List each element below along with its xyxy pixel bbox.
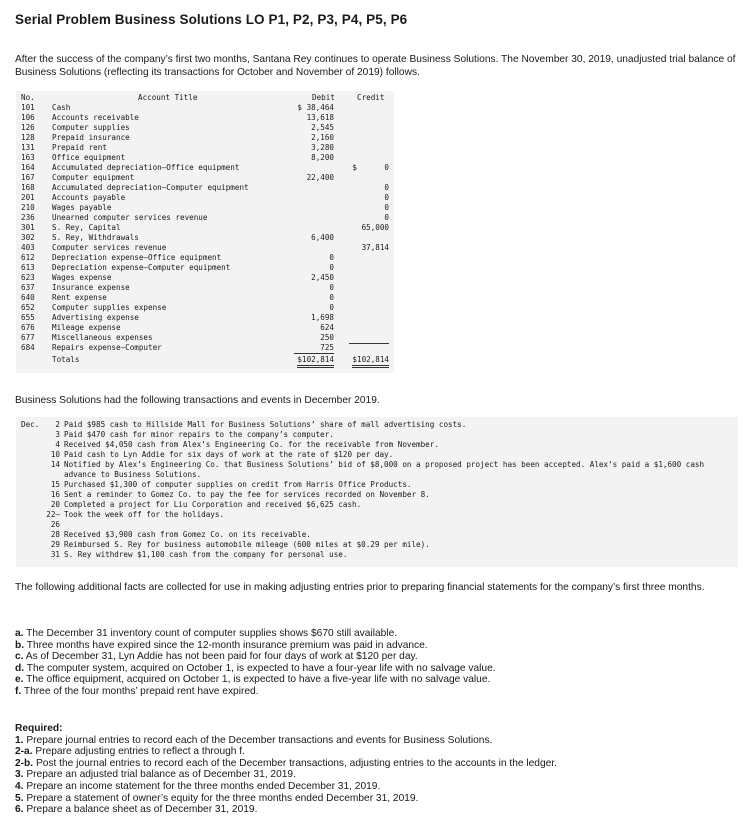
- trial-balance-table: [16, 91, 394, 373]
- totals-debit: $102,814: [297, 355, 334, 368]
- account-title: Accumulated depreciation—Computer equipment: [52, 183, 249, 192]
- account-title: Prepaid insurance: [52, 133, 130, 142]
- trial-balance-row: [16, 203, 394, 213]
- fact-item: [15, 663, 735, 675]
- account-title: Unearned computer services revenue: [52, 213, 208, 222]
- account-title: Accounts payable: [52, 193, 126, 202]
- account-number: 301: [21, 223, 35, 232]
- account-title: Miscellaneous expenses: [52, 333, 153, 342]
- debit-amount: $ 38,464: [297, 103, 334, 112]
- required-text: Prepare an income statement for the three months ended December 31, 2019.: [26, 780, 381, 792]
- transaction-text: Took the week off for the holidays.: [64, 510, 225, 519]
- trial-balance-row: [16, 153, 394, 163]
- credit-amount: 0: [384, 183, 389, 192]
- debit-amount: 0: [329, 253, 334, 262]
- debit-amount: 0: [329, 293, 334, 302]
- header-credit: Credit: [357, 93, 385, 102]
- credit-amount: 0: [384, 213, 389, 222]
- required-text: Prepare journal entries to record each of the December transactions and events for Business Solutions.: [26, 734, 493, 746]
- credit-amount: 37,814: [361, 243, 389, 252]
- trial-balance-row: [16, 143, 394, 153]
- page-title: Serial Problem Business Solutions LO P1, P2, P3, P4, P5, P6: [15, 12, 408, 27]
- totals-label: Totals: [52, 355, 80, 364]
- trial-balance-row: [16, 293, 394, 303]
- transaction-day: 3: [55, 430, 60, 439]
- transaction-item: [46, 540, 732, 550]
- account-number: 210: [21, 203, 35, 212]
- intro-paragraph: After the success of the company’s first two months, Santana Rey continues to operate Business Solutions. The November 30, 2019, unadjusted trial balance of Business Solutions (reflecting its transactions for October and November of 2019) follows.: [15, 54, 736, 78]
- account-title: Office equipment: [52, 153, 126, 162]
- required-number: 2-b.: [15, 757, 34, 769]
- required-text: Prepare a statement of owner’s equity for the three months ended December 31, 2019.: [26, 792, 419, 804]
- account-number: 623: [21, 273, 35, 282]
- fact-item: [15, 640, 735, 652]
- account-title: Cash: [52, 103, 71, 112]
- december-transactions: [16, 417, 738, 567]
- transaction-text: Notified by Alex’s Engineering Co. that Business Solutions’ bid of $8,000 on a proposed project has been accepted. Alex’s paid a $1,600 cash advance to Business Solutions.: [64, 460, 705, 479]
- fact-text: The computer system, acquired on October 1, is expected to have a four-year life with no salvage value.: [26, 662, 496, 674]
- credit-amount: $ 0: [352, 163, 389, 172]
- transaction-text: Sent a reminder to Gomez Co. to pay the fee for services recorded on November 8.: [64, 490, 430, 499]
- account-title: Wages expense: [52, 273, 112, 282]
- account-number: 637: [21, 283, 35, 292]
- required-number: 4.: [15, 780, 24, 792]
- account-title: S. Rey, Withdrawals: [52, 233, 139, 242]
- fact-text: As of December 31, Lyn Addie has not been paid for four days of work at $120 per day.: [25, 651, 418, 663]
- trial-balance-row: [16, 263, 394, 273]
- debit-amount: 8,200: [311, 153, 334, 162]
- account-title: Advertising expense: [52, 313, 139, 322]
- transaction-item: [46, 450, 732, 460]
- account-number: 101: [21, 103, 35, 112]
- account-number: 131: [21, 143, 35, 152]
- debit-amount: 2,160: [311, 133, 334, 142]
- trial-balance-row: [16, 193, 394, 203]
- credit-amount: [349, 343, 389, 344]
- account-title: Computer equipment: [52, 173, 135, 182]
- required-heading: Required:: [15, 723, 63, 734]
- trial-balance-row: [16, 223, 394, 233]
- trial-balance-row: [16, 283, 394, 293]
- transaction-day: 26: [50, 520, 60, 529]
- trial-balance-row: [16, 243, 394, 253]
- transaction-day: 14: [50, 460, 60, 469]
- account-number: 164: [21, 163, 35, 172]
- account-number: 106: [21, 113, 35, 122]
- trial-balance-row: [16, 103, 394, 113]
- trial-balance-row: [16, 183, 394, 193]
- fact-item: [15, 651, 735, 663]
- required-number: 2-a.: [15, 746, 33, 758]
- account-title: Wages payable: [52, 203, 112, 212]
- transaction-item: [46, 490, 732, 500]
- transaction-day: 4: [55, 440, 60, 449]
- account-number: 640: [21, 293, 35, 302]
- trial-balance-header: [16, 93, 394, 103]
- required-text: Prepare an adjusted trial balance as of December 31, 2019.: [26, 769, 296, 781]
- transaction-item: [46, 500, 732, 510]
- transaction-text: Paid $470 cash for minor repairs to the company’s computer.: [64, 430, 334, 439]
- required-section: [15, 723, 740, 816]
- trial-balance-totals: [16, 355, 394, 365]
- account-title: Rent expense: [52, 293, 107, 302]
- trial-balance-row: [16, 303, 394, 313]
- debit-amount: 0: [329, 303, 334, 312]
- header-no: No.: [21, 93, 35, 102]
- debit-amount: 250: [320, 333, 334, 342]
- account-number: 612: [21, 253, 35, 262]
- account-number: 684: [21, 343, 35, 352]
- debit-amount: 0: [329, 263, 334, 272]
- fact-letter: d.: [15, 662, 25, 674]
- trial-balance-row: [16, 233, 394, 243]
- account-title: Insurance expense: [52, 283, 130, 292]
- transaction-day: 29: [50, 540, 60, 549]
- account-number: 128: [21, 133, 35, 142]
- debit-amount: 1,698: [311, 313, 334, 322]
- transaction-day: 28: [50, 530, 60, 539]
- december-intro: Business Solutions had the following transactions and events in December 2019.: [15, 395, 380, 406]
- fact-item: [15, 674, 735, 686]
- fact-letter: e.: [15, 674, 24, 686]
- fact-letter: f.: [15, 685, 22, 697]
- header-account-title: Account Title: [138, 93, 198, 102]
- fact-letter: a.: [15, 628, 24, 639]
- debit-amount: 725: [294, 343, 334, 354]
- trial-balance-row: [16, 313, 394, 323]
- transaction-text: Paid cash to Lyn Addie for six days of work at the rate of $120 per day.: [64, 450, 394, 459]
- transaction-item: [46, 520, 732, 530]
- debit-amount: 6,400: [311, 233, 334, 242]
- fact-text: Three of the four months’ prepaid rent have expired.: [23, 685, 259, 697]
- trial-balance-row: [16, 273, 394, 283]
- transaction-day: 31: [50, 550, 60, 559]
- trial-balance-row: [16, 253, 394, 263]
- account-number: 677: [21, 333, 35, 342]
- debit-amount: 2,545: [311, 123, 334, 132]
- account-number: 613: [21, 263, 35, 272]
- trial-balance-row: [16, 213, 394, 223]
- debit-amount: 13,618: [306, 113, 334, 122]
- header-debit: Debit: [312, 93, 335, 102]
- account-title: Computer supplies expense: [52, 303, 167, 312]
- account-number: 655: [21, 313, 35, 322]
- account-title: Accumulated depreciation—Office equipment: [52, 163, 240, 172]
- account-number: 126: [21, 123, 35, 132]
- transaction-text: S. Rey withdrew $1,100 cash from the company for personal use.: [64, 550, 348, 559]
- trial-balance-row: [16, 123, 394, 133]
- required-item: [15, 735, 740, 747]
- fact-item: [15, 686, 735, 698]
- trial-balance-row: [16, 333, 394, 343]
- credit-amount: 65,000: [361, 223, 389, 232]
- facts-intro: The following additional facts are collected for use in making adjusting entries prior to preparing financial statements for the company’s first three months.: [15, 582, 705, 593]
- account-title: Depreciation expense—Office equipment: [52, 253, 222, 262]
- account-title: Repairs expense—Computer: [52, 343, 162, 352]
- account-title: Mileage expense: [52, 323, 121, 332]
- transaction-item: [46, 480, 732, 490]
- transaction-item: [46, 430, 732, 440]
- transaction-text: Received $3,900 cash from Gomez Co. on its receivable.: [64, 530, 311, 539]
- transaction-day: 22–: [46, 510, 60, 519]
- december-month-label: Dec.: [21, 420, 40, 429]
- required-item: [15, 746, 740, 758]
- credit-amount: 0: [384, 203, 389, 212]
- required-text: Post the journal entries to record each of the December transactions, adjusting entries to the accounts in the ledger.: [35, 757, 557, 769]
- fact-text: The office equipment, acquired on October 1, is expected to have a five-year life with no salvage value.: [26, 674, 491, 686]
- totals-credit: $102,814: [352, 355, 389, 368]
- required-item: [15, 758, 740, 770]
- account-number: 676: [21, 323, 35, 332]
- transaction-day: 16: [50, 490, 60, 499]
- transaction-item: [46, 530, 732, 540]
- account-number: 302: [21, 233, 35, 242]
- account-title: Prepaid rent: [52, 143, 107, 152]
- transaction-day: 15: [50, 480, 60, 489]
- transaction-item: [46, 440, 732, 450]
- required-text: Prepare a balance sheet as of December 31, 2019.: [26, 804, 258, 816]
- debit-amount: 22,400: [306, 173, 334, 182]
- required-item: [15, 804, 740, 816]
- transaction-text: Reimbursed S. Rey for business automobile mileage (600 miles at $0.29 per mile).: [64, 540, 430, 549]
- required-item: [15, 781, 740, 793]
- transaction-text: Received $4,050 cash from Alex’s Engineering Co. for the receivable from November.: [64, 440, 439, 449]
- debit-amount: 2,450: [311, 273, 334, 282]
- account-number: 163: [21, 153, 35, 162]
- account-number: 403: [21, 243, 35, 252]
- account-number: 201: [21, 193, 35, 202]
- required-number: 6.: [15, 804, 24, 816]
- transaction-day: 10: [50, 450, 60, 459]
- fact-item: [15, 628, 735, 640]
- account-title: Computer services revenue: [52, 243, 167, 252]
- trial-balance-row: [16, 343, 394, 353]
- transaction-text: Completed a project for Liu Corporation and received $6,625 cash.: [64, 500, 362, 509]
- transaction-item: [46, 420, 732, 430]
- trial-balance-row: [16, 113, 394, 123]
- transaction-day: 20: [50, 500, 60, 509]
- fact-letter: b.: [15, 639, 25, 651]
- account-number: 652: [21, 303, 35, 312]
- fact-letter: c.: [15, 651, 24, 663]
- debit-amount: 624: [320, 323, 334, 332]
- transaction-text: Purchased $1,300 of computer supplies on credit from Harris Office Products.: [64, 480, 412, 489]
- account-title: Accounts receivable: [52, 113, 139, 122]
- fact-text: The December 31 inventory count of computer supplies shows $670 still available.: [26, 628, 398, 639]
- transaction-text: Paid $985 cash to Hillside Mall for Business Solutions’ share of mall advertising costs.: [64, 420, 467, 429]
- debit-amount: 3,280: [311, 143, 334, 152]
- required-item: [15, 769, 740, 781]
- required-number: 1.: [15, 734, 24, 746]
- required-text: Prepare adjusting entries to reflect a through f.: [35, 746, 245, 758]
- required-number: 3.: [15, 769, 24, 781]
- transaction-item: [46, 510, 732, 520]
- transaction-item: [46, 460, 732, 480]
- account-title: Depreciation expense—Computer equipment: [52, 263, 231, 272]
- account-number: 167: [21, 173, 35, 182]
- adjusting-facts-list: [15, 628, 735, 698]
- account-number: 168: [21, 183, 35, 192]
- trial-balance-row: [16, 133, 394, 143]
- account-title: S. Rey, Capital: [52, 223, 121, 232]
- trial-balance-row: [16, 323, 394, 333]
- credit-amount: 0: [384, 193, 389, 202]
- transaction-item: [46, 550, 732, 560]
- account-title: Computer supplies: [52, 123, 130, 132]
- account-number: 236: [21, 213, 35, 222]
- required-item: [15, 793, 740, 805]
- required-number: 5.: [15, 792, 24, 804]
- transaction-day: 2: [55, 420, 60, 429]
- debit-amount: 0: [329, 283, 334, 292]
- trial-balance-row: [16, 173, 394, 183]
- trial-balance-row: [16, 163, 394, 173]
- fact-text: Three months have expired since the 12-month insurance premium was paid in advance.: [26, 639, 428, 651]
